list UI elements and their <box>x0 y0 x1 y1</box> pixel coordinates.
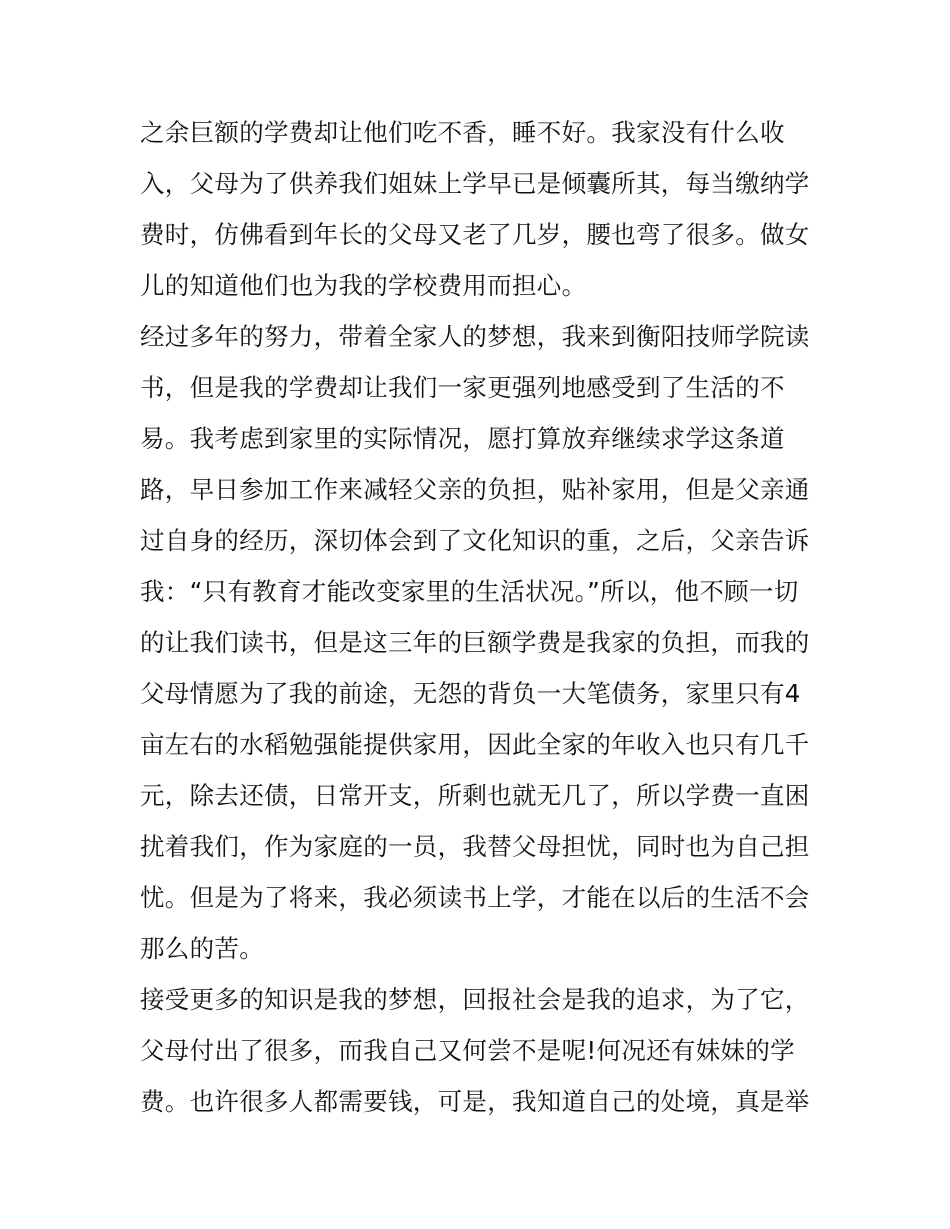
text-line: 入，父母为了供养我们姐妹上学早已是倾囊所其，每当缴纳学 <box>140 169 810 198</box>
text-line: 的让我们读书，但是这三年的巨额学费是我家的负担，而我的 <box>140 628 810 657</box>
body-text <box>140 107 820 1127</box>
text-line: 忧。但是为了将来，我必须读书上学，才能在以后的生活不会 <box>140 883 810 912</box>
text-line: 接受更多的知识是我的梦想，回报社会是我的追求，为了它， <box>140 985 810 1014</box>
text-line: 费时，仿佛看到年长的父母又老了几岁，腰也弯了很多。做女 <box>140 220 810 249</box>
text-line: 父母付出了很多，而我自己又何尝不是呢!何况还有妹妹的学 <box>140 1036 795 1065</box>
text-line: 路，早日参加工作来减轻父亲的负担，贴补家用，但是父亲通 <box>140 475 810 504</box>
text-line: 父母情愿为了我的前途，无怨的背负一大笔债务，家里只有4 <box>140 679 801 708</box>
text-line: 易。我考虑到家里的实际情况，愿打算放弃继续求学这条道 <box>140 424 785 453</box>
text-line: 过自身的经历，深切体会到了文化知识的重，之后，父亲告诉 <box>140 526 810 555</box>
text-line: 我：“只有教育才能改变家里的生活状况。”所以，他不顾一切 <box>140 577 799 606</box>
text-line: 儿的知道他们也为我的学校费用而担心。 <box>140 271 587 300</box>
text-line: 书，但是我的学费却让我们一家更强列地感受到了生活的不 <box>140 373 785 402</box>
text-line: 元，除去还债，日常开支，所剩也就无几了，所以学费一直困 <box>140 781 810 810</box>
text-line: 经过多年的努力，带着全家人的梦想，我来到衡阳技师学院读 <box>140 322 810 351</box>
text-line: 扰着我们，作为家庭的一员，我替父母担忧，同时也为自己担 <box>140 832 810 861</box>
text-line: 之余巨额的学费却让他们吃不香，睡不好。我家没有什么收 <box>140 118 785 147</box>
text-line: 那么的苦。 <box>140 934 264 963</box>
text-line: 亩左右的水稻勉强能提供家用，因此全家的年收入也只有几千 <box>140 730 810 759</box>
text-line: 费。也许很多人都需要钱，可是，我知道自己的处境，真是举 <box>140 1087 810 1116</box>
